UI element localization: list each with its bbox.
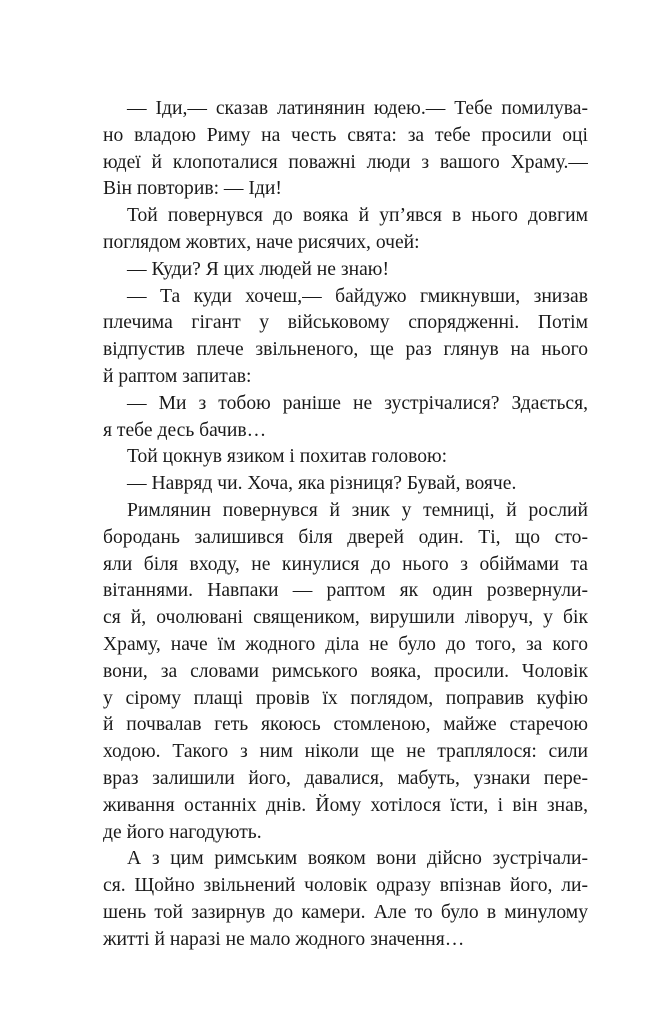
text-line: й раптом запитав:	[103, 365, 252, 387]
text-line: А з цим римським вояком вони дійсно зустрічали-	[127, 848, 588, 870]
text-line: у сірому плащі провів їх поглядом, поправив куфію	[103, 687, 588, 709]
text-line: поглядом жовтих, наче рисячих, очей:	[103, 231, 420, 253]
text-line: но владою Риму на честь свята: за тебе просили оці	[103, 124, 588, 146]
book-page-text	[103, 96, 588, 954]
text-line: ся. Щойно звільнений чоловік одразу впізнав його, ли-	[103, 875, 588, 897]
text-line: яли біля входу, не кинулися до нього з обіймами та	[103, 553, 588, 575]
text-line: вітаннями. Навпаки — раптом як один розвернули-	[103, 580, 588, 602]
text-line: Храму, наче їм жодного діла не було до того, за кого	[103, 633, 588, 655]
text-line: ся й, очолювані священиком, вирушили ліворуч, у бік	[103, 607, 588, 629]
text-line: — Куди? Я цих людей не знаю!	[127, 258, 389, 280]
text-line: Той цокнув язиком і похитав головою:	[127, 446, 448, 468]
text-line: Той повернувся до вояка й уп’явся в нього довгим	[127, 205, 588, 227]
text-line: я тебе десь бачив…	[103, 419, 267, 441]
text-line: Римлянин повернувся й зник у темниці, й рослий	[127, 499, 588, 521]
text-line: — Ми з тобою раніше не зустрічалися? Здається,	[127, 392, 588, 414]
text-line: — Іди,— сказав латинянин юдею.— Тебе помилува-	[127, 98, 588, 119]
text-line: враз залишили його, давалися, мабуть, узнаки пере-	[103, 767, 588, 789]
text-line: юдеї й клопоталися поважні люди з вашого Храму.—	[103, 151, 588, 173]
text-line: — Навряд чи. Хоча, яка різниця? Бувай, вояче.	[127, 473, 517, 495]
text-line: відпустив плече звільненого, ще раз глянув на нього	[103, 339, 588, 361]
text-line: де його нагодують.	[103, 821, 262, 843]
text-line: вони, за словами римського вояка, просили. Чоловік	[103, 660, 588, 682]
text-line: й почвалав геть якоюсь стомленою, майже старечою	[103, 714, 588, 736]
text-line: живання останніх днів. Йому хотілося їсти, і він знав,	[103, 794, 588, 816]
text-line: Він повторив: — Іди!	[103, 178, 282, 200]
text-line: бородань залишився біля дверей один. Ті, що сто-	[103, 526, 588, 548]
text-line: — Та куди хочеш,— байдужо гмикнувши, знизав	[127, 285, 588, 307]
text-line: плечима гігант у військовому спорядженні. Потім	[103, 312, 588, 334]
text-line: шень той зазирнув до камери. Але то було в минулому	[103, 901, 588, 923]
text-line: житті й наразі не мало жодного значення…	[103, 928, 465, 950]
text-line: ходою. Такого з ним ніколи ще не траплялося: сили	[103, 741, 588, 763]
